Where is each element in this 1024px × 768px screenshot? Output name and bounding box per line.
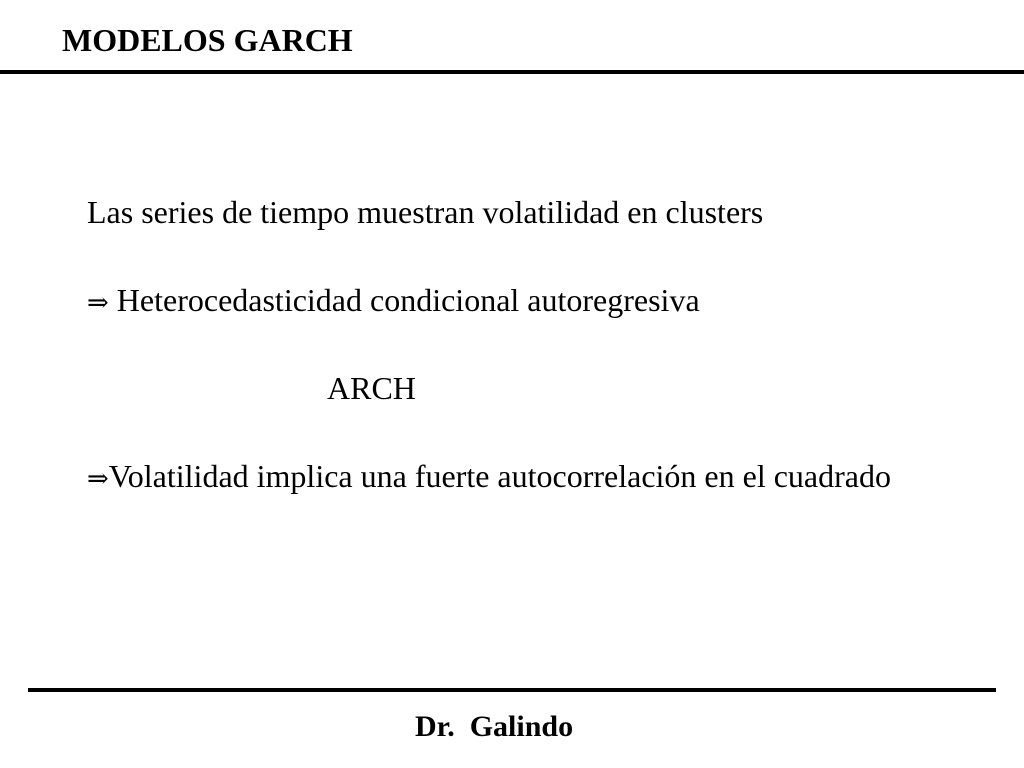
slide-footer-author: Dr. Galindo [415,710,574,743]
body-line-autocorrelation [87,456,975,499]
body-line-arch: ARCH [327,370,416,406]
heteroskedasticity-text: Heterocedasticidad condicional autoregresiva [108,282,700,318]
slide-title: MODELOS GARCH [62,22,353,58]
body-line-volatility-clusters: Las series de tiempo muestran volatilidad en clusters [87,194,764,230]
top-divider [0,70,1024,74]
implies-arrow-icon: ⇒ [87,288,109,318]
body-line-heteroskedasticity [87,280,700,323]
autocorrelation-text: Volatilidad implica una fuerte autocorrelación en el cuadrado [108,458,891,494]
implies-arrow-icon: ⇒ [87,464,109,494]
bottom-divider [28,688,996,692]
